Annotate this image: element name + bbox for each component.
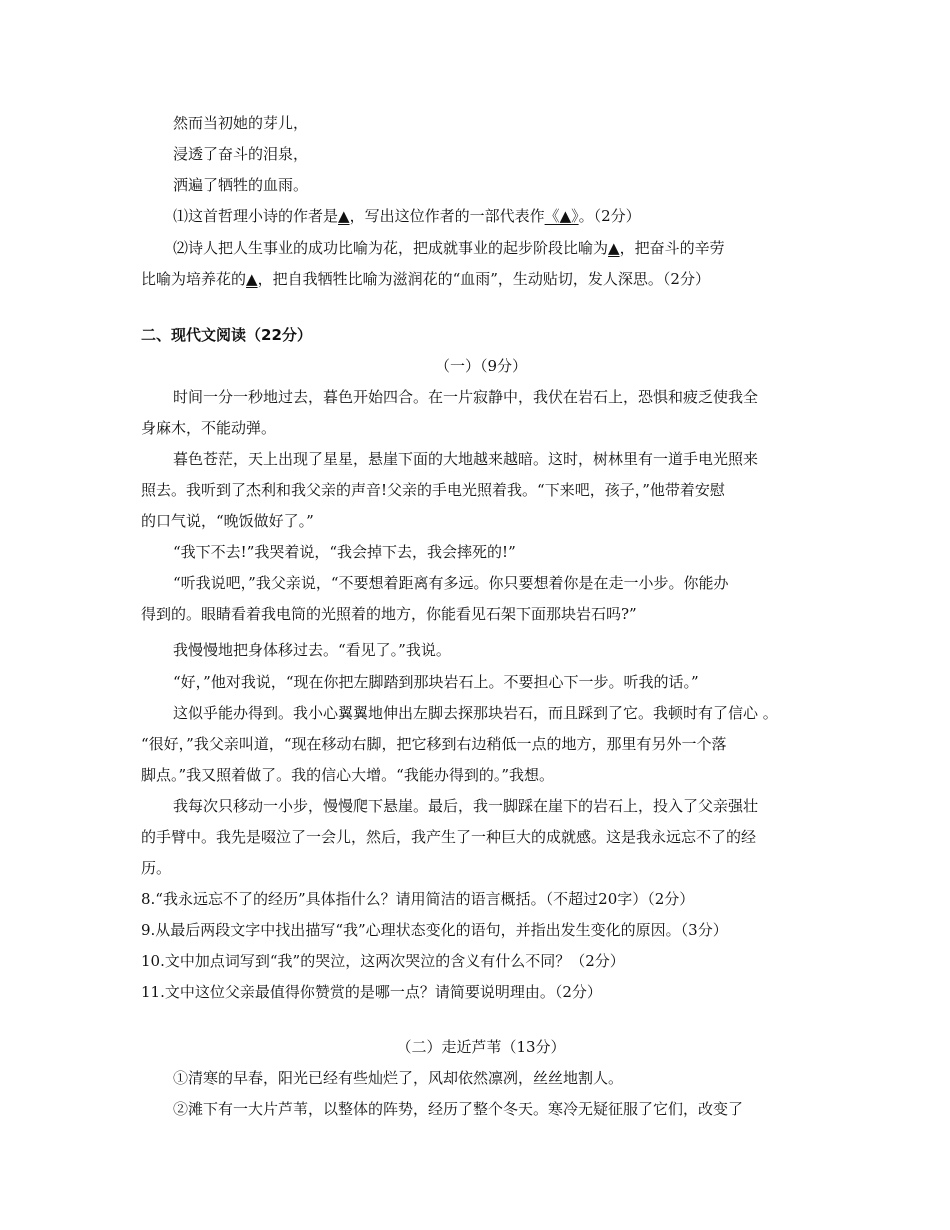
poem-line-1: 然而当初她的芽儿， bbox=[173, 114, 309, 132]
poem-line-2: 浸透了奋斗的泪泉， bbox=[173, 145, 309, 163]
poem-question-2 bbox=[173, 238, 853, 258]
answer-blank: ▲ bbox=[338, 207, 350, 225]
answer-blank: ▲ bbox=[608, 239, 620, 257]
question-10: 10.文中加点词写到“我”的哭泣，这两次哭泣的含义有什么不同？（2分） bbox=[141, 952, 625, 970]
paragraph-line: 得到的。眼睛看着我电筒的光照着的地方，你能看见石架下面那块岩石吗?” bbox=[141, 605, 637, 623]
paragraph-line: 的手臂中。我先是啜泣了一会儿，然后，我产生了一种巨大的成就感。这是我永远忘不了的经 bbox=[141, 828, 757, 846]
question-text: ⑵诗人把人生事业的成功比喻为花，把成就事业的起步阶段比喻为 bbox=[173, 239, 609, 257]
question-text: 比喻为培养花的 bbox=[141, 270, 247, 288]
paragraph-line: 我每次只移动一小步，慢慢爬下悬崖。最后，我一脚踩在崖下的岩石上，投入了父亲强壮 bbox=[173, 797, 759, 815]
question-text: ⑴这首哲理小诗的作者是 bbox=[173, 207, 339, 225]
paragraph-line: 脚点。”我又照着做了。我的信心大增。“我能办得到的。”我想。 bbox=[141, 766, 555, 784]
paragraph-line: ①清寒的早春，阳光已经有些灿烂了，风却依然凛冽，丝丝地割人。 bbox=[173, 1069, 624, 1087]
question-text: ，写出这位作者的一部代表作 bbox=[349, 207, 545, 225]
question-text: ，把奋斗的辛劳 bbox=[619, 239, 725, 257]
answer-blank: 《▲》 bbox=[544, 207, 579, 225]
paragraph-line: 照去。我听到了杰利和我父亲的声音!父亲的手电光照着我。“下来吧，孩子，”他带着安慰 bbox=[141, 481, 725, 499]
question-9: 9.从最后两段文字中找出描写“我”心理状态变化的语句，并指出发生变化的原因。（3分） bbox=[141, 921, 728, 939]
paragraph-line: “听我说吧，”我父亲说，“不要想着距离有多远。你只要想着你是在走一小步。你能办 bbox=[173, 574, 729, 592]
question-8: 8.“我永远忘不了的经历”具体指什么？请用简洁的语言概括。（不超过20字）（2分） bbox=[141, 890, 695, 908]
section-heading: 二、现代文阅读（22分） bbox=[141, 326, 312, 344]
paragraph-line: “好，”他对我说，“现在你把左脚踏到那块岩石上。不要担心下一步。听我的话。” bbox=[173, 673, 699, 691]
paragraph-line: 历。 bbox=[141, 859, 172, 877]
paragraph-line: 暮色苍茫，天上出现了星星，悬崖下面的大地越来越暗。这时，树林里有一道手电光照来 bbox=[173, 450, 759, 468]
paragraph-line: “很好，”我父亲叫道，“现在移动右脚，把它移到右边稍低一点的地方，那里有另外一个落 bbox=[141, 735, 727, 753]
answer-blank: ▲ bbox=[246, 270, 258, 288]
paragraph-line: 的口气说，“晚饭做好了。” bbox=[141, 512, 314, 530]
paragraph-line: 这似乎能办得到。我小心翼翼地伸出左脚去探那块岩石，而且踩到了它。我顿时有了信心 。 bbox=[173, 704, 778, 722]
question-text: ，把自我牺牲比喻为滋润花的“血雨”，生动贴切，发人深思。（2分） bbox=[257, 270, 710, 288]
question-11: 11.文中这位父亲最值得你赞赏的是哪一点？请简要说明理由。（2分） bbox=[141, 983, 602, 1001]
paragraph-line: 我慢慢地把身体移过去。“看见了。”我说。 bbox=[173, 641, 451, 659]
paragraph-line: “我下不去!”我哭着说，“我会掉下去，我会摔死的!” bbox=[173, 543, 516, 561]
poem-question-2-cont bbox=[141, 269, 821, 289]
part-title: （二）走近芦苇（13分） bbox=[396, 1038, 566, 1056]
poem-question-1 bbox=[173, 206, 853, 226]
part-title: （一）（9分） bbox=[434, 357, 528, 375]
question-text: 。（2分） bbox=[578, 207, 641, 225]
poem-line-3: 洒遍了牺牲的血雨。 bbox=[173, 176, 309, 194]
paragraph-line: 身麻木，不能动弹。 bbox=[141, 419, 277, 437]
paragraph-line: ②滩下有一大片芦苇，以整体的阵势，经历了整个冬天。寒冷无疑征服了它们，改变了 bbox=[173, 1100, 744, 1118]
paragraph-line: 时间一分一秒地过去，暮色开始四合。在一片寂静中，我伏在岩石上，恐惧和疲乏使我全 bbox=[173, 388, 759, 406]
